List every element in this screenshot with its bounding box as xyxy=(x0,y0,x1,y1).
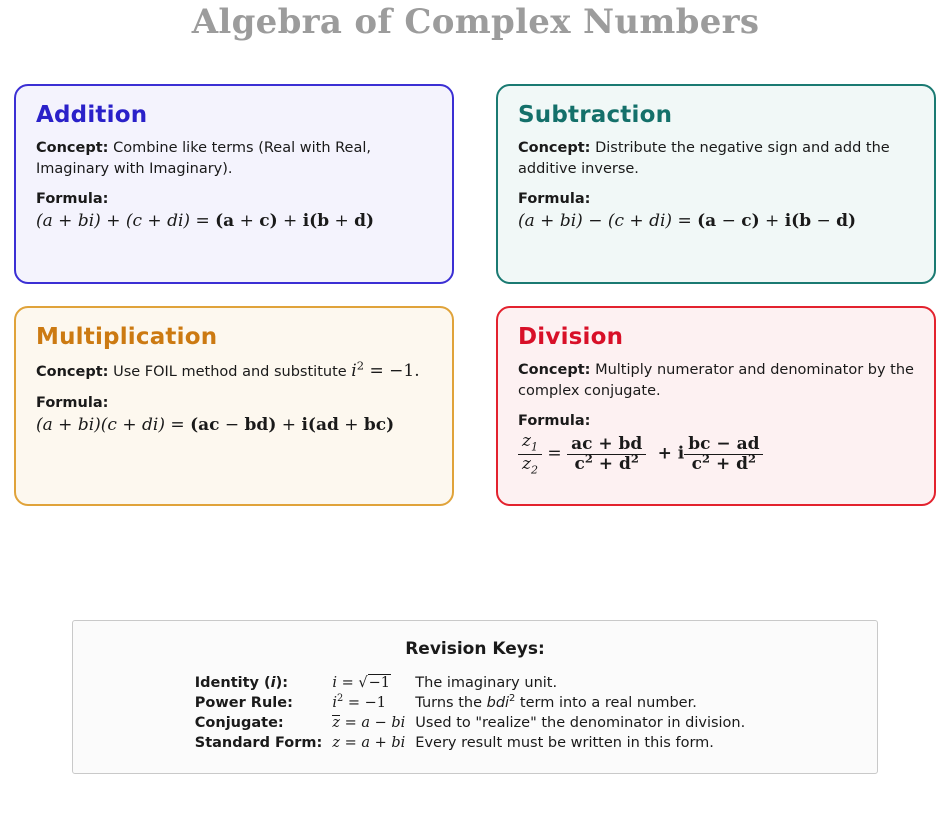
card-concept-multiplication xyxy=(36,360,432,383)
concept-label: Concept: xyxy=(518,362,591,378)
concept-label: Concept: xyxy=(36,364,109,380)
revision-keys-title: Revision Keys: xyxy=(405,639,545,659)
key-term: Identity (i): xyxy=(194,675,289,691)
formula-subtraction: (a + bi) − (c + di) = (a − c) + i(b − d) xyxy=(518,211,857,232)
table-row xyxy=(195,693,755,713)
formula-label-subtraction: Formula: xyxy=(518,191,591,208)
key-symbol: z = a − bi xyxy=(332,715,406,731)
card-title-division: Division xyxy=(518,324,624,350)
card-multiplication xyxy=(14,306,454,506)
revision-keys-table xyxy=(195,673,755,753)
concept-text: Multiply numerator and denominator by the complex conjugate. xyxy=(518,362,914,399)
card-title-multiplication: Multiplication xyxy=(36,324,218,350)
formula-division: $\frac{z_1}{z_2}$ = $\frac{ac + bd}{c^2 + d^2}$ + i $\frac{bc - ad}{c^2 + d^2}$ xyxy=(518,432,914,476)
key-description: Used to "realize" the denominator in division. xyxy=(415,715,746,731)
table-row xyxy=(195,713,755,733)
card-title-addition: Addition xyxy=(36,102,148,128)
concept-text: Distribute the negative sign and add the additive inverse. xyxy=(518,140,890,177)
card-division xyxy=(496,306,936,506)
card-addition xyxy=(14,84,454,284)
key-term: Power Rule: xyxy=(194,695,293,711)
concept-text: Combine like terms (Real with Real, Imaginary with Imaginary). xyxy=(36,140,371,177)
key-term: Standard Form: xyxy=(194,735,323,752)
concept-text: Use FOIL method and substitute xyxy=(113,364,347,380)
card-concept-division xyxy=(518,360,914,401)
table-row xyxy=(195,733,755,753)
formula-card-grid xyxy=(14,84,937,506)
card-title-subtraction: Subtraction xyxy=(518,102,673,128)
card-concept-addition xyxy=(36,138,432,179)
card-concept-subtraction xyxy=(518,138,914,179)
concept-label: Concept: xyxy=(518,140,591,156)
key-description: Turns the bdi$^2$ term into a real number. xyxy=(415,693,697,711)
revision-keys-panel xyxy=(72,620,878,774)
page-title: Algebra of Complex Numbers xyxy=(191,2,760,42)
table-row xyxy=(195,673,755,693)
concept-inline-formula: $i^2 = -1$. xyxy=(351,358,420,381)
concept-label: Concept: xyxy=(36,140,109,156)
card-subtraction xyxy=(496,84,936,284)
key-description: Every result must be written in this form. xyxy=(415,735,714,752)
key-symbol: z = a + bi xyxy=(332,735,406,752)
formula-label-division: Formula: xyxy=(518,413,591,430)
key-symbol: i = √−1 xyxy=(332,675,390,691)
key-term: Conjugate: xyxy=(194,715,284,731)
formula-label-multiplication: Formula: xyxy=(36,394,109,411)
formula-addition: (a + bi) + (c + di) = (a + c) + i(b + d) xyxy=(36,211,375,232)
formula-label-addition: Formula: xyxy=(36,191,109,208)
key-symbol: $i^2 = -1$ xyxy=(332,693,386,711)
key-description: The imaginary unit. xyxy=(415,675,558,691)
formula-multiplication: (a + bi)(c + di) = (ac − bd) + i(ad + bc) xyxy=(36,414,395,435)
